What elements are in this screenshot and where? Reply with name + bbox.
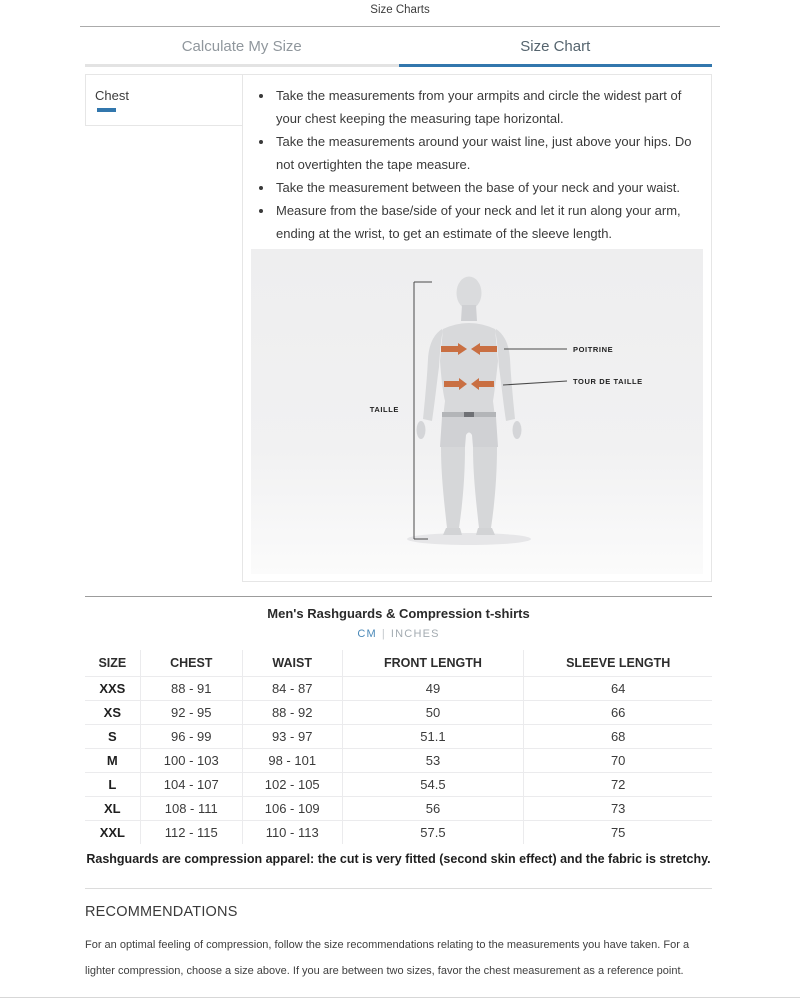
pointer-lines (503, 349, 567, 385)
instructions-panel (242, 74, 712, 582)
compression-note: Rashguards are compression apparel: the cut is very fitted (second skin effect) and the fabric is stretchy. (86, 852, 711, 866)
recommendations-heading: RECOMMENDATIONS (85, 904, 238, 920)
size-cell: XXL (85, 821, 140, 845)
content-area (85, 74, 712, 984)
column-header-size: SIZE (98, 656, 127, 670)
page-title: Size Charts (370, 4, 430, 16)
chest-cell: 112 - 115 (140, 821, 242, 845)
mannequin-diagram-svg (251, 249, 703, 574)
chest-cell: 108 - 111 (140, 797, 242, 821)
tab-bar (85, 27, 712, 67)
sleeve-length-cell: 66 (524, 701, 712, 725)
size-table (85, 650, 712, 844)
tab-size-chart[interactable]: Size Chart (399, 27, 713, 67)
table-row (85, 773, 712, 797)
waist-cell: 102 - 105 (242, 773, 342, 797)
size-cell: XXS (85, 677, 140, 701)
table-row (85, 749, 712, 773)
chest-cell: 92 - 95 (140, 701, 242, 725)
instruction-item: • Take the measurements from your armpits and circle the widest part of your chest keeping the measuring tape horizontal. (274, 84, 707, 130)
instruction-item: • Take the measurements around your waist line, just above your hips. Do not overtighten the tape measure. (274, 130, 707, 176)
waist-cell: 110 - 113 (242, 821, 342, 845)
waist-cell: 88 - 92 (242, 701, 342, 725)
waist-label: TOUR DE TAILLE (573, 377, 643, 386)
size-table-title: Men's Rashguards & Compression t-shirts (267, 606, 530, 621)
unit-toggle (85, 628, 712, 640)
unit-inches[interactable]: INCHES (390, 628, 440, 640)
measurement-diagram (251, 249, 703, 574)
tab-calculate-my-size[interactable]: Calculate My Size (85, 27, 399, 67)
size-cell: M (85, 749, 140, 773)
front-length-cell: 56 (342, 797, 524, 821)
table-row (85, 701, 712, 725)
sidebar-item-chest[interactable] (85, 74, 242, 126)
sleeve-length-cell: 64 (524, 677, 712, 701)
recommendations-text: For an optimal feeling of compression, follow the size recommendations relating to the measurements you have taken. For a lighter compression, choose a size above. If you are between two sizes, favor the chest measurement as a reference point. (85, 939, 690, 977)
table-header-row (85, 650, 712, 677)
size-cell: L (85, 773, 140, 797)
recommendations-divider (85, 888, 712, 889)
column-header-front-length: FRONT LENGTH (342, 650, 524, 677)
sleeve-length-cell: 70 (524, 749, 712, 773)
column-header-waist: WAIST (242, 650, 342, 677)
table-row (85, 677, 712, 701)
active-indicator (97, 108, 116, 112)
sleeve-length-cell: 75 (524, 821, 712, 845)
unit-cm[interactable]: CM (357, 628, 377, 640)
column-header-chest: CHEST (140, 650, 242, 677)
chest-cell: 96 - 99 (140, 725, 242, 749)
waist-cell: 93 - 97 (242, 725, 342, 749)
front-length-cell: 49 (342, 677, 524, 701)
table-row (85, 821, 712, 845)
size-cell: S (85, 725, 140, 749)
height-label: TAILLE (369, 405, 399, 414)
unit-separator: | (381, 628, 386, 640)
table-row (85, 797, 712, 821)
size-cell: XL (85, 797, 140, 821)
waist-cell: 84 - 87 (242, 677, 342, 701)
waist-cell: 106 - 109 (242, 797, 342, 821)
chest-cell: 88 - 91 (140, 677, 242, 701)
chart-panel-row (85, 74, 712, 582)
front-length-cell: 51.1 (342, 725, 524, 749)
waist-cell: 98 - 101 (242, 749, 342, 773)
front-length-cell: 57.5 (342, 821, 524, 845)
front-length-cell: 50 (342, 701, 524, 725)
section-divider (85, 596, 712, 597)
sleeve-length-cell: 68 (524, 725, 712, 749)
column-header-sleeve-length: SLEEVE LENGTH (524, 650, 712, 677)
front-length-cell: 53 (342, 749, 524, 773)
measurement-instructions-list (243, 84, 707, 245)
sleeve-length-cell: 72 (524, 773, 712, 797)
chest-label: POITRINE (573, 345, 614, 354)
instruction-item: • Measure from the base/side of your neck and let it run along your arm, ending at the wrist, to get an estimate of the sleeve length. (274, 199, 707, 245)
bottom-divider (0, 997, 800, 998)
chest-cell: 104 - 107 (140, 773, 242, 797)
sleeve-length-cell: 73 (524, 797, 712, 821)
sidebar-item-label: Chest (95, 88, 129, 103)
chest-cell: 100 - 103 (140, 749, 242, 773)
instruction-item: • Take the measurement between the base of your neck and your waist. (274, 176, 707, 199)
front-length-cell: 54.5 (342, 773, 524, 797)
table-row (85, 725, 712, 749)
size-cell: XS (85, 701, 140, 725)
mannequin-figure (417, 277, 522, 536)
